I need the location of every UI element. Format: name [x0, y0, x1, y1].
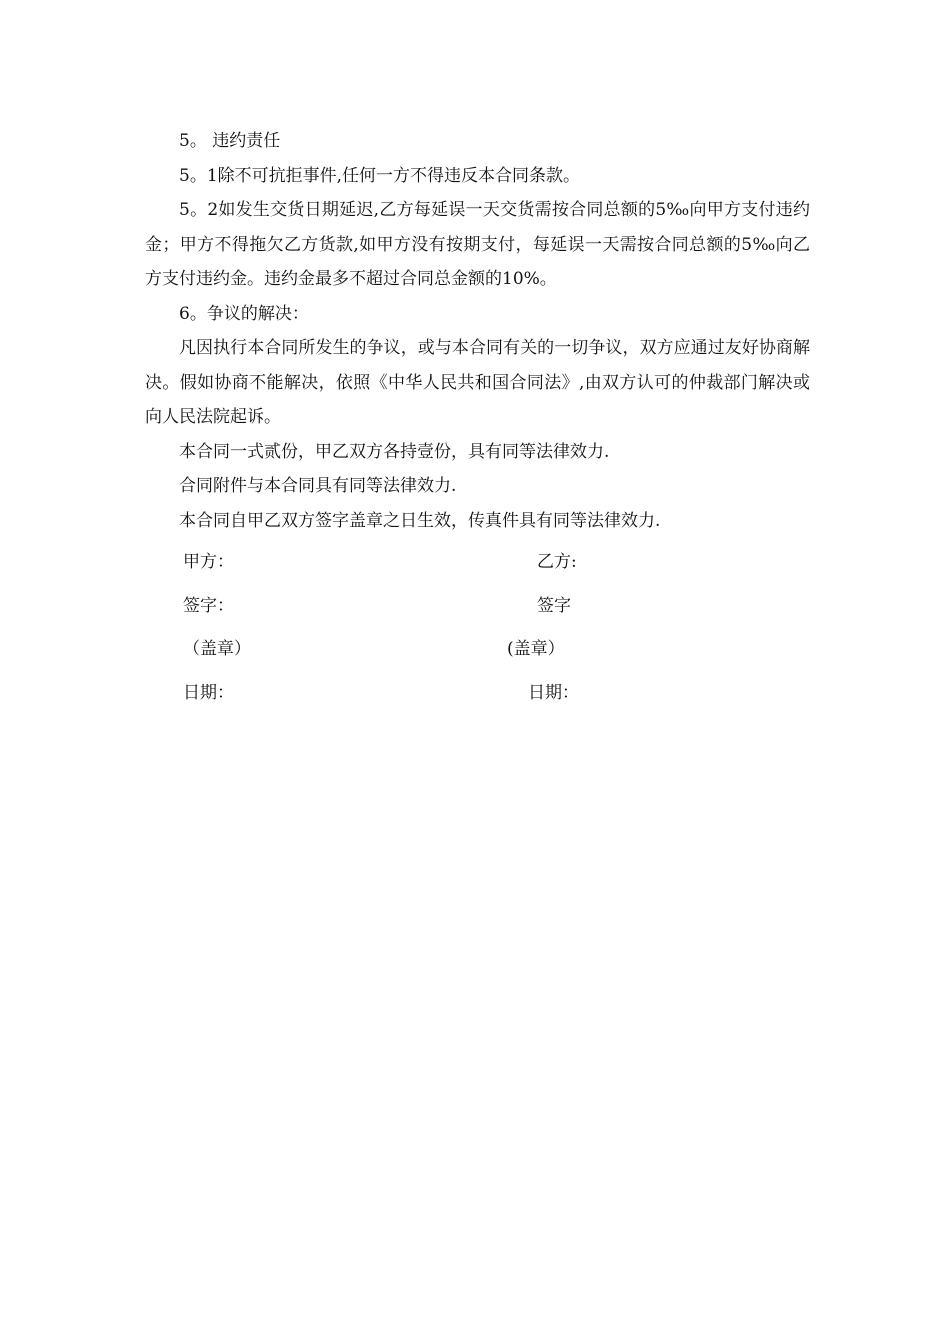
section-5-heading: 5。 违约责任 [179, 131, 281, 151]
date-row [145, 676, 810, 720]
contract-body [145, 124, 810, 538]
seal-row [145, 632, 810, 676]
party-a-seal: （盖章） [183, 639, 251, 659]
party-row [145, 545, 810, 589]
party-b-seal: (盖章） [507, 639, 565, 659]
clause-5-1: 5。1除不可抗拒事件,任何一方不得违反本合同条款。 [179, 165, 581, 186]
signature-block [145, 545, 810, 719]
party-a-date: 日期： [183, 682, 234, 703]
attachment-paragraph: 合同附件与本合同具有同等法律效力. [179, 476, 457, 496]
party-b-sign: 签字 [537, 595, 571, 616]
copies-paragraph: 本合同一式贰份，甲乙双方各持壹份，具有同等法律效力. [179, 441, 610, 462]
dispute-resolution-paragraph: 凡因执行本合同所发生的争议，或与本合同有关的一切争议，双方应通过友好协商解决。假如协商不能解决，依照《中华人民共和国合同法》,由双方认可的仲裁部门解决或向人民法院起诉。 [145, 338, 810, 427]
party-b-label: 乙方: [537, 552, 577, 572]
clause-5-2: 5。2如发生交货日期延迟,乙方每延误一天交货需按合同总额的5‰向甲方支付违约金；甲方不得拖欠乙方货款,如甲方没有按期支付，每延误一天需按合同总额的5‰向乙方支付违约金。违约金最多不超过合同总金额的10%。 [145, 200, 810, 289]
party-a-sign: 签字： [183, 595, 234, 616]
party-b-date: 日期： [528, 682, 579, 703]
sign-row [145, 589, 810, 633]
party-a-label: 甲方： [183, 552, 234, 572]
effective-paragraph: 本合同自甲乙双方签字盖章之日生效，传真件具有同等法律效力. [179, 510, 661, 531]
section-6-heading: 6。争议的解决： [179, 303, 309, 324]
